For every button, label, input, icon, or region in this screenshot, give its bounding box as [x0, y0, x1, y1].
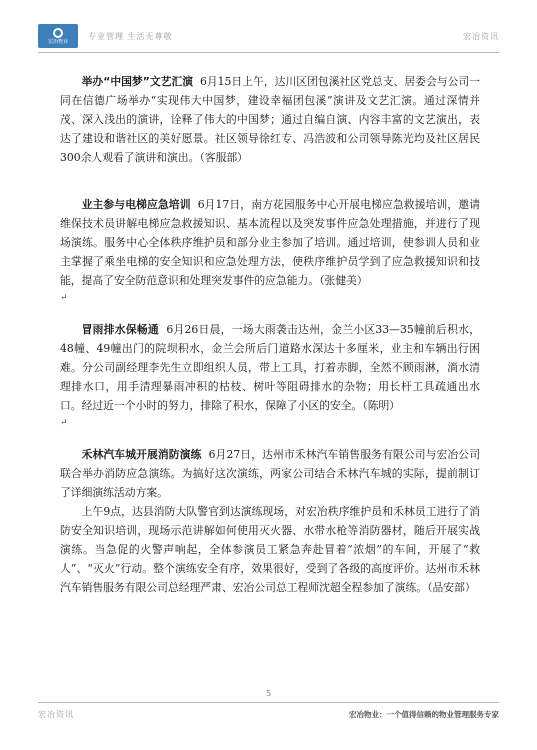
article-paragraph: [60, 445, 480, 502]
article-title: 禾林汽车城开展消防演练: [81, 448, 202, 461]
article-2: [60, 195, 480, 290]
article-body: 6月15日上午，达川区团包溪社区党总支、居委会与公司一同在信德广场举办“实现伟大中国梦，建设幸福团包溪”演讲及文艺汇演。通过深情并茂、深入浅出的演讲，诠释了伟大的中国梦；通过自编自演、内容丰富的文艺演出，表达了建设和谐社区的美好愿景。社区领导徐红专、冯浩波和公司领导陈光均及社区居民300余人观看了演讲和演出。（客服部）: [60, 75, 480, 164]
article-paragraph: [60, 72, 480, 167]
article-body: 6月26日晨，一场大雨袭击达州，金兰小区33—35幢前后积水，48幢、49幢出门的院坝积水，金兰会所后门道路水深达十多厘米，业主和车辆出行困难。分公司副经理李先生立即组织人员，带上工具，打着赤脚，全然不顾雨淋，淌水清理排水口，用手清理暴雨冲积的枯枝、树叶等阻碍排水的杂物；用长杆工具疏通出水口。经过近一个小时的努力，排除了积水，保障了小区的安全。（陈明）: [60, 323, 481, 412]
article-4: [60, 445, 480, 597]
article-body: 6月17日，南方花园服务中心开展电梯应急救援培训，邀请维保技术员讲解电梯应急救援知识、基本流程以及突发事件应急处理措施，并进行了现场演练。服务中心全体秩序维护员和部分业主参加了培训。通过培训，使参训人员和业主掌握了乘坐电梯的安全知识和应急处理方法，使秩序维护员学到了应急救援知识和技能，提高了安全防范意识和处理突发事件的应急能力。（张健美）: [60, 198, 481, 287]
logo-text: 宏冶物业: [47, 38, 68, 45]
article-paragraph: [60, 195, 480, 290]
page-footer: [38, 689, 499, 725]
page-content: [60, 72, 480, 597]
article-1: [60, 72, 480, 167]
article-3: [60, 320, 480, 415]
header-publication-name: 宏冶资讯: [463, 32, 499, 41]
article-paragraph: 上午9点，达县消防大队警官到达演练现场，对宏冶秩序维护员和禾林员工进行了消防安全知识培训，现场示范讲解如何使用灭火器、水带水枪等消防器材，随后开展实战演练。当急促的火警声响起，全体参演员工紧急奔赴冒着“浓烟”的车间，开展了“救人”、“灭火”行动。整个演练安全有序，效果很好，受到了各级的高度评价。达州市禾林汽车销售服务有限公司总经理严肃、宏冶公司总工程师沈超全程参加了演练。（品安部）: [60, 505, 480, 594]
paragraph-mark: ↵: [60, 293, 68, 303]
article-title: 业主参与电梯应急培训: [81, 198, 191, 211]
header-slogan: 专业管理 生活无尊敬: [88, 32, 173, 41]
article-title: 冒雨排水保畅通: [81, 323, 159, 336]
company-logo: [38, 24, 78, 48]
footer-tagline: 宏冶物业：一个值得信赖的物业管理服务专家: [349, 710, 499, 719]
article-title: 举办“中国梦”文艺汇演: [81, 75, 194, 88]
page-number: 5: [265, 689, 272, 698]
page-header: [38, 22, 499, 53]
footer-publication-name: 宏冶资讯: [38, 710, 74, 719]
paragraph-mark: ↵: [60, 418, 68, 428]
logo-mark-icon: [53, 28, 63, 38]
article-body: 6月27日，达州市禾林汽车销售服务有限公司与宏冶公司联合举办消防应急演练。为搞好这次演练，两家公司结合禾林汽车城的实际，提前制订了详细演练活动方案。: [60, 448, 480, 499]
article-paragraph: [60, 320, 480, 415]
